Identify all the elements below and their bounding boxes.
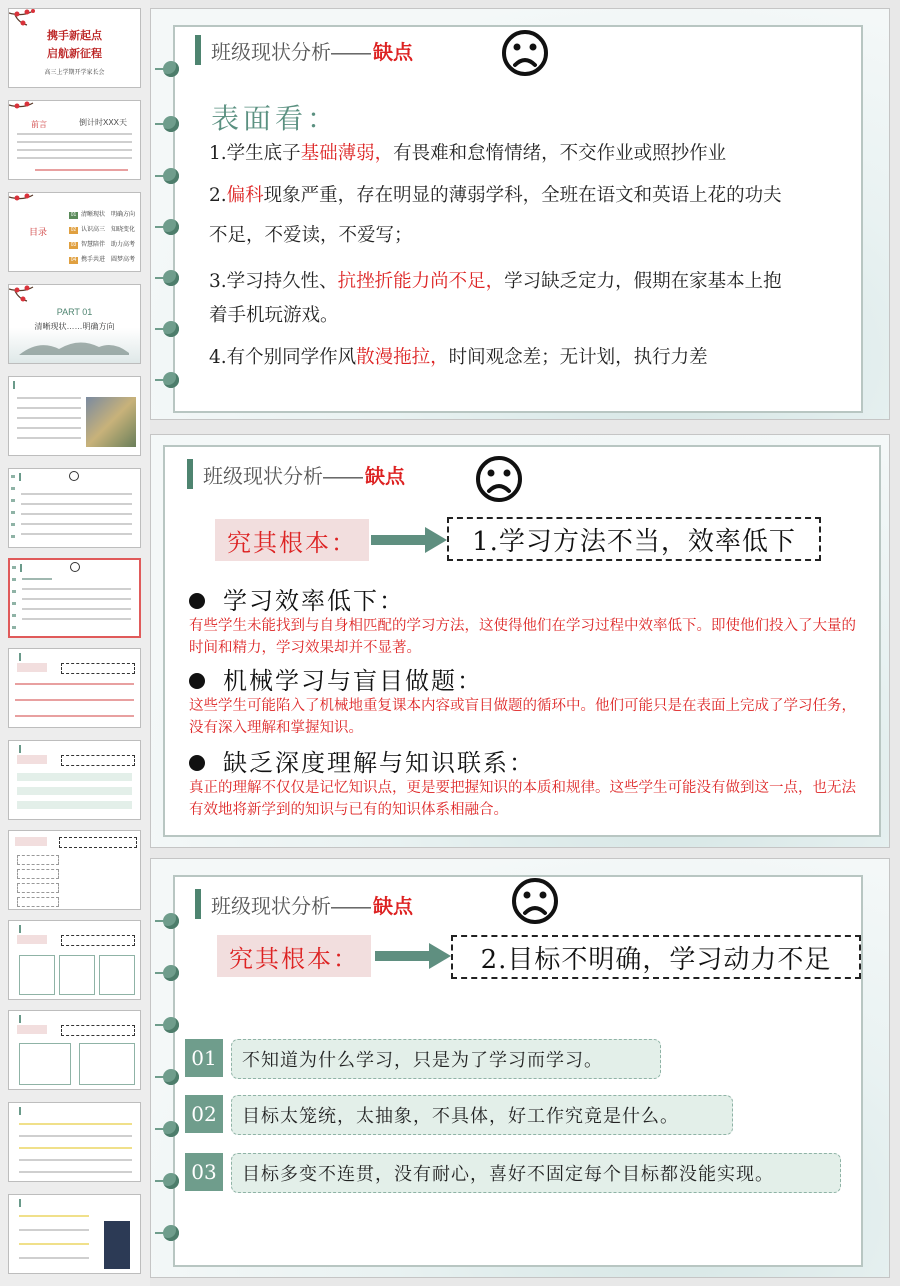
sad-face-icon	[70, 562, 80, 572]
arrow-right-icon	[375, 941, 451, 971]
item-1: 不知道为什么学习，只是为了学习而学习。	[231, 1039, 661, 1079]
header-accent: 缺点	[365, 465, 405, 488]
thumb-text-line	[22, 588, 131, 590]
thumb-text-line	[17, 397, 81, 399]
thumb-red-line	[15, 699, 134, 701]
point-3-body: 真正的理解不仅仅是记忆知识点，更是要把握知识的本质和规律。这些学生可能没有做到这一点，也无法有效地将新学到的知识与已有的知识体系相融合。	[189, 780, 856, 818]
thumb-text-line	[22, 618, 131, 620]
thumb-toc-item: 03 智慧陪伴 助力高考	[70, 242, 136, 248]
thumb-text-line	[17, 133, 132, 135]
slide-2[interactable]	[150, 434, 890, 848]
thumb-figure	[104, 1221, 130, 1269]
thumb-text-line	[19, 1243, 89, 1245]
slide-3[interactable]	[150, 858, 890, 1278]
thumb-red-line	[15, 715, 134, 717]
header-accent: 缺点	[373, 41, 413, 64]
thumb-dashed-box	[61, 1025, 135, 1036]
thumb-text-line	[19, 1171, 132, 1173]
thumb-header	[19, 1015, 136, 1023]
item-number-3: 03	[185, 1153, 223, 1191]
thumb-text-line	[17, 417, 81, 419]
arrow-right-icon	[371, 525, 447, 555]
item-3: 目标多变不连贯，没有耐心，喜好不固定每个目标都没能实现。	[231, 1153, 841, 1193]
thumb-toc-item: 01 清晰现状 明确方向	[70, 212, 136, 218]
thumb-item	[17, 773, 132, 781]
point-2-title: 机械学习与盲目做题：	[189, 661, 483, 696]
surface-heading: 表面看：	[211, 102, 340, 135]
root-cause-text: 2.目标不明确，学习动力不足	[451, 935, 861, 979]
thumb-part-label: PART 01	[56, 307, 93, 317]
slide-thumbnail-panel	[0, 0, 150, 1286]
thumbnail-slide-9[interactable]	[8, 740, 141, 820]
thumbnail-slide-4[interactable]	[8, 284, 141, 364]
plum-blossom-icon	[9, 193, 49, 221]
thumb-part-title: 清晰现状……明确方向	[34, 322, 115, 331]
notebook-card	[173, 875, 863, 1267]
thumb-text-line	[21, 503, 132, 505]
thumb-text-line	[17, 427, 81, 429]
thumb-header	[19, 745, 136, 753]
thumb-dashed-box	[61, 755, 135, 766]
thumb-item	[17, 855, 59, 865]
notebook-card	[173, 25, 863, 413]
thumbnail-slide-13[interactable]	[8, 1102, 141, 1182]
point-1-body: 有些学生未能找到与自身相匹配的学习方法，这使得他们在学习过程中效率低下。即使他们投入了大量的时间和精力，学习效果却并不显著。	[189, 618, 856, 656]
ink-mountain-icon	[19, 337, 129, 355]
thumb-text-line	[19, 1215, 89, 1217]
thumb-root-box	[15, 837, 47, 846]
sad-face-icon	[501, 29, 549, 77]
thumb-text-line	[17, 141, 132, 143]
point-3-title: 缺乏深度理解与知识联系：	[189, 743, 535, 778]
thumbnail-slide-11[interactable]	[8, 920, 141, 1000]
thumb-title-line2: 启航新征程	[47, 47, 102, 60]
thumb-dashed-box	[61, 663, 135, 674]
thumb-text-line	[17, 149, 132, 151]
point-1: 1.学生底子基础薄弱，有畏难和怠惰情绪，不交作业或照抄作业	[209, 143, 727, 164]
item-number-2: 02	[185, 1095, 223, 1133]
thumb-subtitle: 高三上学期开学家长会	[44, 70, 105, 76]
section-header	[187, 459, 405, 489]
thumb-red-line	[35, 169, 128, 171]
thumb-dashed-box	[59, 837, 137, 848]
slide-1[interactable]	[150, 8, 890, 420]
header-prefix: 班级现状分析——	[211, 41, 371, 64]
content-card	[163, 445, 881, 837]
sad-face-icon	[511, 877, 559, 925]
thumb-text-line	[19, 1159, 132, 1161]
thumb-dashed-box	[61, 935, 135, 946]
thumbnail-slide-6[interactable]	[8, 468, 141, 548]
thumb-root-box	[17, 663, 47, 672]
thumbnail-slide-2[interactable]	[8, 100, 141, 180]
thumbnail-slide-10[interactable]	[8, 830, 141, 910]
thumb-item	[17, 883, 59, 893]
thumb-text-line	[17, 407, 81, 409]
thumb-text-line	[21, 493, 132, 495]
point-3-cont: 着手机玩游戏。	[209, 305, 339, 326]
thumbnail-slide-5[interactable]	[8, 376, 141, 456]
thumb-col	[79, 1043, 135, 1085]
point-2-cont: 不足，不爱读，不爱写；	[209, 225, 413, 246]
thumb-header	[19, 653, 136, 661]
section-header	[195, 35, 413, 65]
thumb-text-line	[19, 1257, 89, 1259]
thumb-header	[19, 1107, 136, 1115]
thumb-root-box	[17, 755, 47, 764]
thumb-col	[99, 955, 135, 995]
thumbnail-slide-12[interactable]	[8, 1010, 141, 1090]
root-cause-label: 究其根本：	[217, 935, 371, 977]
thumbnail-slide-8[interactable]	[8, 648, 141, 728]
thumb-title-line1: 携手新起点	[47, 29, 102, 42]
thumb-item	[17, 787, 132, 795]
thumb-rings	[12, 566, 16, 632]
thumb-countdown: 倒计时XXX天	[79, 118, 128, 127]
item-2: 目标太笼统，太抽象，不具体，好工作究竟是什么。	[231, 1095, 733, 1135]
binder-rings	[163, 27, 189, 415]
thumb-text-line	[19, 1147, 132, 1149]
thumb-toc-item: 04 携手共进 圆梦高考	[70, 257, 136, 263]
sad-face-icon	[475, 455, 523, 503]
thumb-preface-heading: 前言	[31, 120, 47, 129]
point-2-body: 这些学生可能陷入了机械地重复课本内容或盲目做题的循环中。他们可能只是在表面上完成了学习任务，没有深入理解和掌握知识。	[189, 698, 856, 736]
thumb-header	[13, 381, 136, 389]
thumbnail-slide-3[interactable]	[8, 192, 141, 272]
thumb-text-line	[21, 523, 132, 525]
thumb-text-line	[19, 1135, 132, 1137]
thumb-classroom-photo	[86, 397, 136, 447]
thumb-text-line	[21, 533, 132, 535]
thumbnail-slide-1[interactable]	[8, 8, 141, 88]
thumb-red-line	[15, 683, 134, 685]
thumb-rings	[11, 475, 15, 543]
header-prefix: 班级现状分析——	[211, 895, 371, 918]
point-1-title: 学习效率低下：	[189, 581, 405, 616]
point-4: 4.有个别同学作风散漫拖拉，时间观念差；无计划，执行力差	[209, 347, 708, 368]
thumb-text-line	[22, 598, 131, 600]
thumb-col	[19, 1043, 71, 1085]
header-accent: 缺点	[373, 895, 413, 918]
sad-face-icon	[69, 471, 79, 481]
thumb-col	[19, 955, 55, 995]
point-2: 2.偏科现象严重，存在明显的薄弱学科，全班在语文和英语上花的功夫	[209, 185, 782, 206]
thumb-root-box	[17, 1025, 47, 1034]
item-number-1: 01	[185, 1039, 223, 1077]
thumb-header	[19, 1199, 136, 1207]
point-3: 3.学习持久性、抗挫折能力尚不足，学习缺乏定力，假期在家基本上抱	[209, 271, 782, 292]
thumb-text-line	[17, 157, 132, 159]
thumb-item	[17, 897, 59, 907]
thumb-text-line	[19, 1229, 89, 1231]
thumb-toc-item: 02 认识高三 知晓变化	[70, 227, 136, 233]
section-header	[195, 889, 413, 919]
thumb-text-line	[19, 1123, 132, 1125]
thumb-text-line	[22, 578, 52, 580]
thumb-col	[59, 955, 95, 995]
header-prefix: 班级现状分析——	[203, 465, 363, 488]
thumb-root-box	[17, 935, 47, 944]
root-cause-text: 1.学习方法不当，效率低下	[447, 517, 821, 561]
thumb-item	[17, 801, 132, 809]
thumb-item	[17, 869, 59, 879]
thumb-header	[19, 925, 136, 933]
root-cause-label: 究其根本：	[215, 519, 369, 561]
thumbnail-slide-14[interactable]	[8, 1194, 141, 1274]
thumb-text-line	[21, 513, 132, 515]
thumb-text-line	[17, 437, 81, 439]
thumb-toc-heading: 目录	[29, 227, 48, 237]
thumbnail-slide-7-selected[interactable]	[8, 558, 141, 638]
thumb-text-line	[22, 608, 131, 610]
